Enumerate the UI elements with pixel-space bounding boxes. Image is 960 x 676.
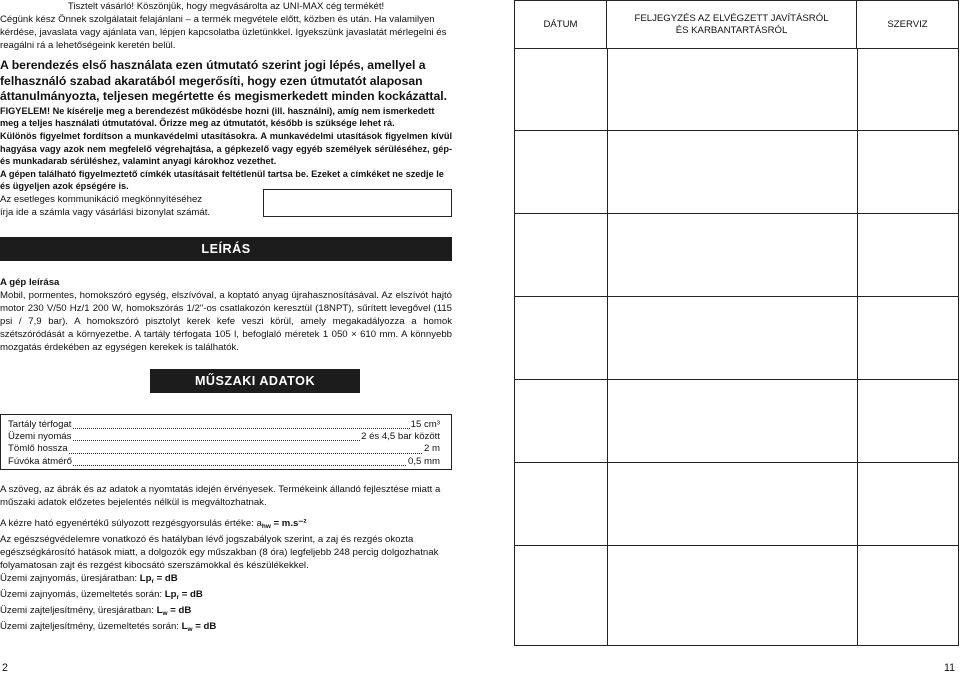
noise-symbol: Lp: [139, 573, 152, 584]
intro-greeting: Tisztelt vásárló! Köszönjük, hogy megvásárolta az UNI-MAX cég termékét!: [67, 1, 385, 12]
disclaimer-text: A szöveg, az ábrák és az adatok a nyomtatás idején érvényesek. Termékeink állandó fejlesztése miatt a műszaki adatok előzetes bejelentés nélkül is megváltozhatnak.: [0, 484, 441, 508]
column-header-notes-line1: FELJEGYZÉS AZ ELVÉGZETT JAVÍTÁSRÓL: [634, 12, 829, 24]
intro-line: Cégünk kész Önnek szolgálatait felajánlani – a termék megvétele előtt, közben és után. Ha valamilyen: [0, 14, 435, 25]
spec-value: 0,5 mm: [408, 455, 440, 467]
noise-value: = dB: [192, 621, 217, 632]
intro-line: reagálni rá a lehetőségeink keretén belül.: [0, 40, 176, 51]
communication-note: [0, 193, 210, 219]
spec-row: [8, 443, 440, 455]
spec-label: Fúvóka átmérő: [8, 455, 72, 467]
vibration-value: = m.s⁻²: [270, 518, 307, 529]
row-divider: [515, 545, 958, 546]
row-divider: [515, 213, 958, 214]
noise-value: = dB: [179, 589, 203, 600]
column-header-notes-line2: ÉS KARBANTARTÁSRÓL: [675, 24, 788, 36]
spec-label: Tartály térfogat: [8, 419, 72, 430]
invoice-number-box[interactable]: [263, 189, 452, 217]
warning-paragraph: Különös figyelmet fordítson a munkavédelmi utasításokra. A munkavédelmi utasítások figyelmen kívül hagyása vagy azok nem megfelelő végrehajtása, a gépkezelő vagy egyéb személyek sérüléséhez, gép- és munkadarab sérüléshez, valamint anyagi károkhoz vezethet.: [0, 130, 452, 167]
noise-symbol: L: [156, 605, 163, 616]
spec-row: [8, 431, 440, 443]
spec-label: Üzemi nyomás: [8, 431, 72, 443]
specs-table: [0, 414, 452, 470]
noise-line: [0, 572, 452, 588]
spec-value: 15 cm³: [410, 419, 440, 430]
column-divider: [607, 49, 608, 645]
column-header-service: SZERVIZ: [857, 1, 958, 49]
leader-dots: [8, 453, 440, 454]
spec-label: Tömlő hossza: [8, 443, 68, 455]
vibration-subscript: hw: [261, 523, 271, 530]
spec-value: 2 és 4,5 bar között: [361, 431, 440, 443]
warning-block: [0, 58, 452, 193]
row-divider: [515, 379, 958, 380]
noise-subscript: w: [187, 626, 193, 633]
noise-symbol: Lp: [164, 589, 177, 600]
noise-line: [0, 604, 452, 620]
maintenance-log-table: [514, 0, 959, 646]
noise-label: Üzemi zajnyomás, üzemeltetés során:: [0, 589, 165, 600]
column-header-date: DÁTUM: [515, 1, 607, 49]
spec-row: [8, 456, 440, 468]
noise-subscript: r: [151, 578, 154, 585]
warning-paragraph: A gépen található figyelmeztető címkék utasításait feltétlenül tartsa be. Ezeket a címkéket ne szedje le és ügyeljen azok épségére is.: [0, 168, 444, 192]
noise-subscript: r: [176, 594, 180, 601]
vibration-label: A kézre ható egyenértékű súlyozott rezgésgyorsulás értéke: a: [0, 518, 262, 529]
noise-line: [0, 620, 452, 636]
warning-paragraph: FIGYELEM! Ne kísérelje meg a berendezést működésbe hozni (ill. használni), amíg nem ismerkedett meg a teljes használati útmutatóval. Őrizze meg az útmutatót, később is szüksége lehet rá.: [0, 105, 435, 129]
intro-text: [0, 0, 452, 52]
notes-section: [0, 483, 452, 636]
warning-lead: A berendezés első használata ezen útmutató szerint jogi lépés, amellyel a felhasználó szabad akaratából megerősíti, hogy ezen útmutatót alaposan áttanulmányozta, teljesen megértette és megismerkedett minden kockázattal.: [0, 58, 448, 104]
communication-line: Az esetleges kommunikáció megkönnyítéséhez: [0, 194, 203, 205]
noise-label: Üzemi zajteljesítmény, üzemeltetés során:: [0, 621, 182, 632]
intro-line: kérdése, javaslata vagy ajánlata van, lépjen kapcsolatba üzletünkkel. Igyekszünk javaslatát mérlegelni és: [0, 27, 447, 38]
noise-symbol: L: [181, 621, 188, 632]
noise-line: [0, 588, 452, 604]
spec-row: [8, 419, 440, 431]
description-text: Mobil, pormentes, homokszóró egység, elszívóval, a koptató anyag újrahasznosításával. Az elszívót hajtó motor 230 V/50 Hz/1 200 W, homokszórás 1/2"-os csatlakozón keresztül (18NPT), sűrített levegővel (115 psi / 7,9 bar). A homokszóró pisztolyt kerek kefe veszi körül, amely megakadályozza a homok szétszóródását a környezetbe. A tartály térfogata 105 l, befoglaló méretek 1 050 × 610 mm. A könnyebb mozgatás érdekében az egységen kerekek is találhatók.: [0, 290, 452, 353]
noise-subscript: w: [162, 610, 168, 617]
noise-label: Üzemi zajnyomás, üresjáratban:: [0, 573, 140, 584]
vibration-line: [0, 517, 452, 533]
leader-dots: [8, 428, 440, 429]
row-divider: [515, 462, 958, 463]
row-divider: [515, 130, 958, 131]
row-divider: [515, 296, 958, 297]
health-text: Az egészségvédelemre vonatkozó és hatályban lévő jogszabályok szerint, a zaj és rezgés okozta egészségkárosító hatások miatt, a dolgozók egy műszakban (8 óra) legfeljebb 248 percig dolgozhatnak folyamatosan zajt és rezgést kibocsátó szerszámokkal és készülékekkel.: [0, 534, 439, 571]
noise-value: = dB: [167, 605, 192, 616]
noise-value: = dB: [153, 573, 178, 584]
noise-label: Üzemi zajteljesítmény, üresjáratban:: [0, 605, 157, 616]
page-number-left: 2: [2, 662, 8, 674]
column-divider: [857, 49, 858, 645]
description-section: [0, 276, 452, 354]
description-band: LEÍRÁS: [0, 237, 452, 261]
spec-value: 2 m: [424, 443, 440, 455]
page-number-right: 11: [944, 662, 955, 674]
description-heading: A gép leírása: [0, 277, 60, 288]
column-header-notes: [607, 1, 857, 49]
communication-line: írja ide a számla vagy vásárlási bizonylat számát.: [0, 207, 211, 218]
specs-band: MŰSZAKI ADATOK: [150, 369, 360, 393]
